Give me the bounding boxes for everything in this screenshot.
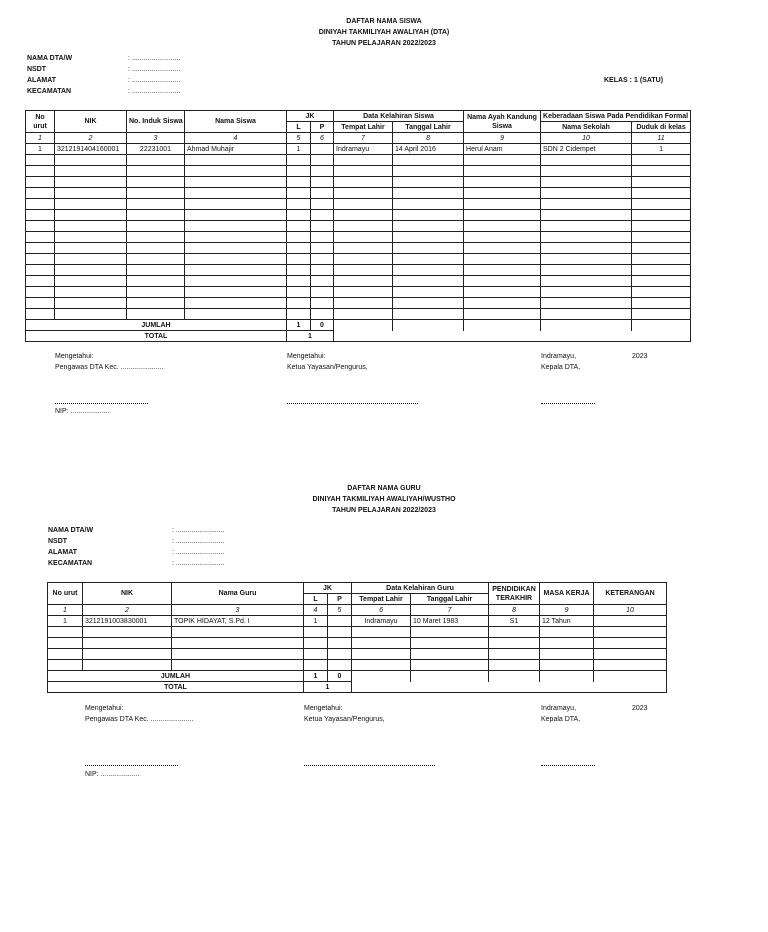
table-row-empty: [26, 243, 691, 254]
cell-no: 1: [48, 616, 83, 627]
table-row-empty: [26, 210, 691, 221]
jumlah-label: JUMLAH: [26, 320, 287, 331]
col-number: 9: [464, 133, 541, 144]
siswa-label-alamat: ALAMAT: [27, 77, 57, 84]
jumlah-l: 1: [304, 671, 328, 682]
col-number: 2: [83, 605, 172, 616]
col-tempat: Tempat Lahir: [334, 122, 393, 133]
table-row-empty: [26, 254, 691, 265]
total-label: TOTAL: [26, 331, 287, 342]
cell-p: [311, 144, 334, 155]
total-value: 1: [304, 682, 352, 693]
signature-line: [85, 765, 178, 766]
signature-line: [541, 765, 595, 766]
siswa-title: DAFTAR NAMA SISWA: [346, 18, 422, 25]
table-row: [26, 144, 691, 155]
col-induk: No. Induk Siswa: [127, 111, 185, 133]
col-number: 5: [328, 605, 352, 616]
jumlah-p: 0: [311, 320, 334, 331]
col-no-urut: No urut: [26, 111, 55, 133]
col-masa-kerja: MASA KERJA: [540, 583, 594, 605]
guru-sign-place: Indramayu,: [541, 705, 577, 712]
cell-tanggal: 14 April 2016: [393, 144, 464, 155]
table-row-empty: [48, 649, 667, 660]
jumlah-p: 0: [328, 671, 352, 682]
siswa-value-nsdt: : .........................: [128, 66, 181, 73]
table-row-empty: [26, 221, 691, 232]
guru-label-alamat: ALAMAT: [48, 549, 78, 556]
col-pendidikan: PENDIDIKAN TERAKHIR: [489, 583, 540, 605]
col-keterangan: KETERANGAN: [594, 583, 667, 605]
siswa-table: [25, 110, 691, 342]
siswa-label-kecamatan: KECAMATAN: [27, 88, 72, 95]
siswa-sign-year: 2023: [632, 353, 648, 360]
col-l: L: [304, 594, 328, 605]
siswa-sign-place: Indramayu,: [541, 353, 577, 360]
guru-nip: NIP: ....................: [85, 771, 140, 778]
col-nama-guru: Nama Guru: [172, 583, 304, 605]
signature-line: [541, 403, 595, 404]
cell-tempat: Indramayu: [334, 144, 393, 155]
col-number: 3: [127, 133, 185, 144]
col-nik: NIK: [83, 583, 172, 605]
guru-value-alamat: : .........................: [172, 549, 225, 556]
col-number: 3: [172, 605, 304, 616]
siswa-sign-mid-2: Ketua Yayasan/Pengurus,: [287, 364, 368, 371]
table-row-empty: [26, 287, 691, 298]
guru-label-kecamatan: KECAMATAN: [48, 560, 93, 567]
col-number: 8: [489, 605, 540, 616]
table-row-empty: [26, 298, 691, 309]
cell-pendidikan: S1: [489, 616, 540, 627]
siswa-subtitle: DINIYAH TAKMILIYAH AWALIYAH (DTA): [318, 29, 450, 36]
guru-label-nama-dta: NAMA DTA/W: [48, 527, 94, 534]
jumlah-label: JUMLAH: [48, 671, 304, 682]
col-number: 1: [48, 605, 83, 616]
col-no-urut: No urut: [48, 583, 83, 605]
guru-label-nsdt: NSDT: [48, 538, 68, 545]
siswa-label-nsdt: NSDT: [27, 66, 47, 73]
col-formal: Keberadaan Siswa Pada Pendidikan Formal: [541, 111, 691, 122]
col-jk: JK: [287, 111, 334, 122]
col-number: 11: [632, 133, 691, 144]
guru-subtitle: DINIYAH TAKMILIYAH AWALIYAH/WUSTHO: [312, 496, 456, 503]
siswa-sign-right-2: Kepala DTA,: [541, 364, 581, 371]
col-number: 1: [26, 133, 55, 144]
cell-keterangan: [594, 616, 667, 627]
siswa-year: TAHUN PELAJARAN 2022/2023: [332, 40, 436, 47]
cell-induk: 22231001: [127, 144, 185, 155]
cell-tempat: Indramayu: [352, 616, 411, 627]
cell-sekolah: SDN 2 Cidempet: [541, 144, 632, 155]
col-duduk: Duduk di kelas: [632, 122, 691, 133]
table-row-empty: [26, 166, 691, 177]
guru-value-nama-dta: : .........................: [172, 527, 225, 534]
cell-ayah: Herul Anam: [464, 144, 541, 155]
cell-masa-kerja: 12 Tahun: [540, 616, 594, 627]
col-number: 4: [185, 133, 287, 144]
cell-nama: Ahmad Muhajir: [185, 144, 287, 155]
col-tempat: Tempat Lahir: [352, 594, 411, 605]
table-row-empty: [26, 265, 691, 276]
guru-title: DAFTAR NAMA GURU: [347, 485, 421, 492]
col-number: 8: [393, 133, 464, 144]
col-kelahiran: Data Kelahiran Siswa: [334, 111, 464, 122]
col-number: 2: [55, 133, 127, 144]
table-row-empty: [48, 660, 667, 671]
table-row: [48, 616, 667, 627]
cell-p: [328, 616, 352, 627]
col-number: 6: [352, 605, 411, 616]
guru-table: [47, 582, 667, 693]
col-number: 10: [594, 605, 667, 616]
col-number: 6: [311, 133, 334, 144]
guru-value-kecamatan: : .........................: [172, 560, 225, 567]
table-row-empty: [26, 309, 691, 320]
guru-value-nsdt: : .........................: [172, 538, 225, 545]
cell-nik: 3212191003830001: [83, 616, 172, 627]
siswa-value-alamat: : .........................: [128, 77, 181, 84]
col-number: 4: [304, 605, 328, 616]
total-value: 1: [287, 331, 334, 342]
table-row-empty: [26, 199, 691, 210]
col-sekolah: Nama Sekolah: [541, 122, 632, 133]
col-number: 7: [334, 133, 393, 144]
siswa-sign-left-1: Mengetahui:: [55, 353, 94, 360]
col-p: P: [311, 122, 334, 133]
signature-line: [287, 403, 418, 404]
table-row-empty: [26, 177, 691, 188]
col-jk: JK: [304, 583, 352, 594]
table-row-empty: [48, 627, 667, 638]
table-row-empty: [26, 188, 691, 199]
table-row-empty: [26, 232, 691, 243]
guru-sign-left-2: Pengawas DTA Kec. ......................: [85, 716, 194, 723]
col-l: L: [287, 122, 311, 133]
col-tanggal: Tanggal Lahir: [393, 122, 464, 133]
col-ayah: Nama Ayah Kandung Siswa: [464, 111, 541, 133]
siswa-value-kecamatan: : .........................: [128, 88, 181, 95]
table-row-empty: [26, 276, 691, 287]
signature-line: [55, 403, 148, 404]
guru-year: TAHUN PELAJARAN 2022/2023: [332, 507, 436, 514]
guru-sign-left-1: Mengetahui:: [85, 705, 124, 712]
cell-tanggal: 10 Maret 1983: [411, 616, 489, 627]
cell-nik: 3212191404160001: [55, 144, 127, 155]
guru-sign-right-2: Kepala DTA,: [541, 716, 581, 723]
total-label: TOTAL: [48, 682, 304, 693]
col-number: 5: [287, 133, 311, 144]
siswa-kelas-value: 1 (SATU): [634, 77, 664, 84]
siswa-value-nama-dta: : .........................: [128, 55, 181, 62]
guru-sign-year: 2023: [632, 705, 648, 712]
siswa-kelas-label: KELAS :: [604, 77, 632, 84]
signature-line: [304, 765, 435, 766]
table-row-empty: [48, 638, 667, 649]
col-p: P: [328, 594, 352, 605]
cell-l: 1: [287, 144, 311, 155]
guru-sign-mid-2: Ketua Yayasan/Pengurus,: [304, 716, 385, 723]
col-nama-siswa: Nama Siswa: [185, 111, 287, 133]
siswa-sign-mid-1: Mengetahui:: [287, 353, 326, 360]
col-kelahiran: Data Kelahiran Guru: [352, 583, 489, 594]
col-number: 7: [411, 605, 489, 616]
col-tanggal: Tanggal Lahir: [411, 594, 489, 605]
col-nik: NIK: [55, 111, 127, 133]
jumlah-l: 1: [287, 320, 311, 331]
cell-nama: TOPIK HIDAYAT, S.Pd. I: [172, 616, 304, 627]
siswa-nip: NIP: ....................: [55, 408, 110, 415]
col-number: 10: [541, 133, 632, 144]
cell-duduk: 1: [632, 144, 691, 155]
siswa-sign-left-2: Pengawas DTA Kec. ......................: [55, 364, 164, 371]
table-row-empty: [26, 155, 691, 166]
guru-sign-mid-1: Mengetahui:: [304, 705, 343, 712]
cell-no: 1: [26, 144, 55, 155]
col-number: 9: [540, 605, 594, 616]
cell-l: 1: [304, 616, 328, 627]
siswa-label-nama-dta: NAMA DTA/W: [27, 55, 73, 62]
